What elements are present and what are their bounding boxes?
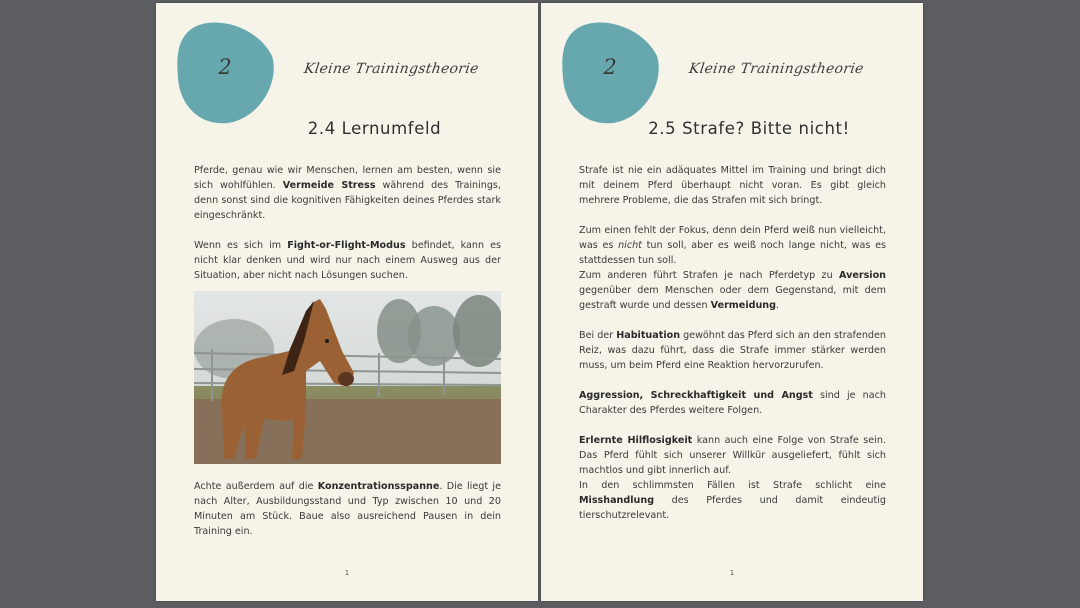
paragraph: Strafe ist nie ein adäquates Mittel im Training und bringt dich mit deinem Pferd überhaupt nicht voran. Es gibt gleich mehrere Probleme, die das Strafen mit sich bringt. bbox=[579, 165, 886, 206]
paragraph: Pferde, genau wie wir Menschen, lernen am besten, wenn sie sich wohlfühlen. Vermeide Stress während des Trainings, denn sonst sind die kognitiven Fähigkeiten deines Pferdes stark eingeschränkt. bbox=[194, 165, 501, 221]
paragraph: Wenn es sich im Fight-or-Flight-Modus befindet, kann es nicht klar denken und wird nur nach einem Ausweg aus der Situation, aber nicht nach Lösungen suchen. bbox=[194, 240, 501, 281]
paragraph: Erlernte Hilflosigkeit kann auch eine Folge von Strafe sein. Das Pferd fühlt sich unserer Willkür ausgeliefert, fühlt sich machtlos und gibt innerlich auf. bbox=[579, 435, 886, 476]
paragraph: In den schlimmsten Fällen ist Strafe schlicht eine Misshandlung des Pferdes und damit eindeutig tierschutzrelevant. bbox=[579, 480, 886, 521]
page-number: 1 bbox=[344, 569, 350, 577]
left-text-block-1 bbox=[194, 163, 501, 283]
chapter-number: 2 bbox=[218, 55, 232, 79]
left-page bbox=[156, 3, 538, 601]
right-text-block bbox=[579, 163, 886, 523]
right-page bbox=[541, 3, 923, 601]
paragraph: Bei der Habituation gewöhnt das Pferd sich an den strafenden Reiz, was dazu führt, dass die Strafe immer stärker werden muss, um beim Pferd eine Reaktion hervorzurufen. bbox=[579, 330, 886, 371]
paragraph: Zum anderen führt Strafen je nach Pferdetyp zu Aversion gegenüber dem Menschen oder dem Gegenstand, mit dem gestraft wurde und dessen Vermeidung. bbox=[579, 270, 886, 311]
page-number: 1 bbox=[729, 569, 735, 577]
paragraph: Aggression, Schreckhaftigkeit und Angst sind je nach Charakter des Pferdes weitere Folgen. bbox=[579, 390, 886, 416]
section-title: 2.5 Strafe? Bitte nicht! bbox=[648, 119, 850, 138]
section-title: 2.4 Lernumfeld bbox=[307, 119, 442, 138]
paragraph: Zum einen fehlt der Fokus, denn dein Pferd weiß nun vielleicht, was es nicht tun soll, aber es weiß noch lange nicht, was es stattdessen tun soll. bbox=[579, 225, 886, 266]
horse-photo bbox=[194, 291, 501, 464]
paragraph: Achte außerdem auf die Konzentrationsspanne. Die liegt je nach Alter, Ausbildungsstand und Typ zwischen 10 und 20 Minuten am Stück. Baue also ausreichend Pausen in dein Training ein. bbox=[194, 481, 501, 537]
left-text-block-2 bbox=[194, 479, 501, 539]
chapter-number: 2 bbox=[603, 55, 617, 79]
chapter-title: Kleine Trainingstheorie bbox=[687, 61, 865, 77]
chapter-title: Kleine Trainingstheorie bbox=[302, 61, 480, 77]
